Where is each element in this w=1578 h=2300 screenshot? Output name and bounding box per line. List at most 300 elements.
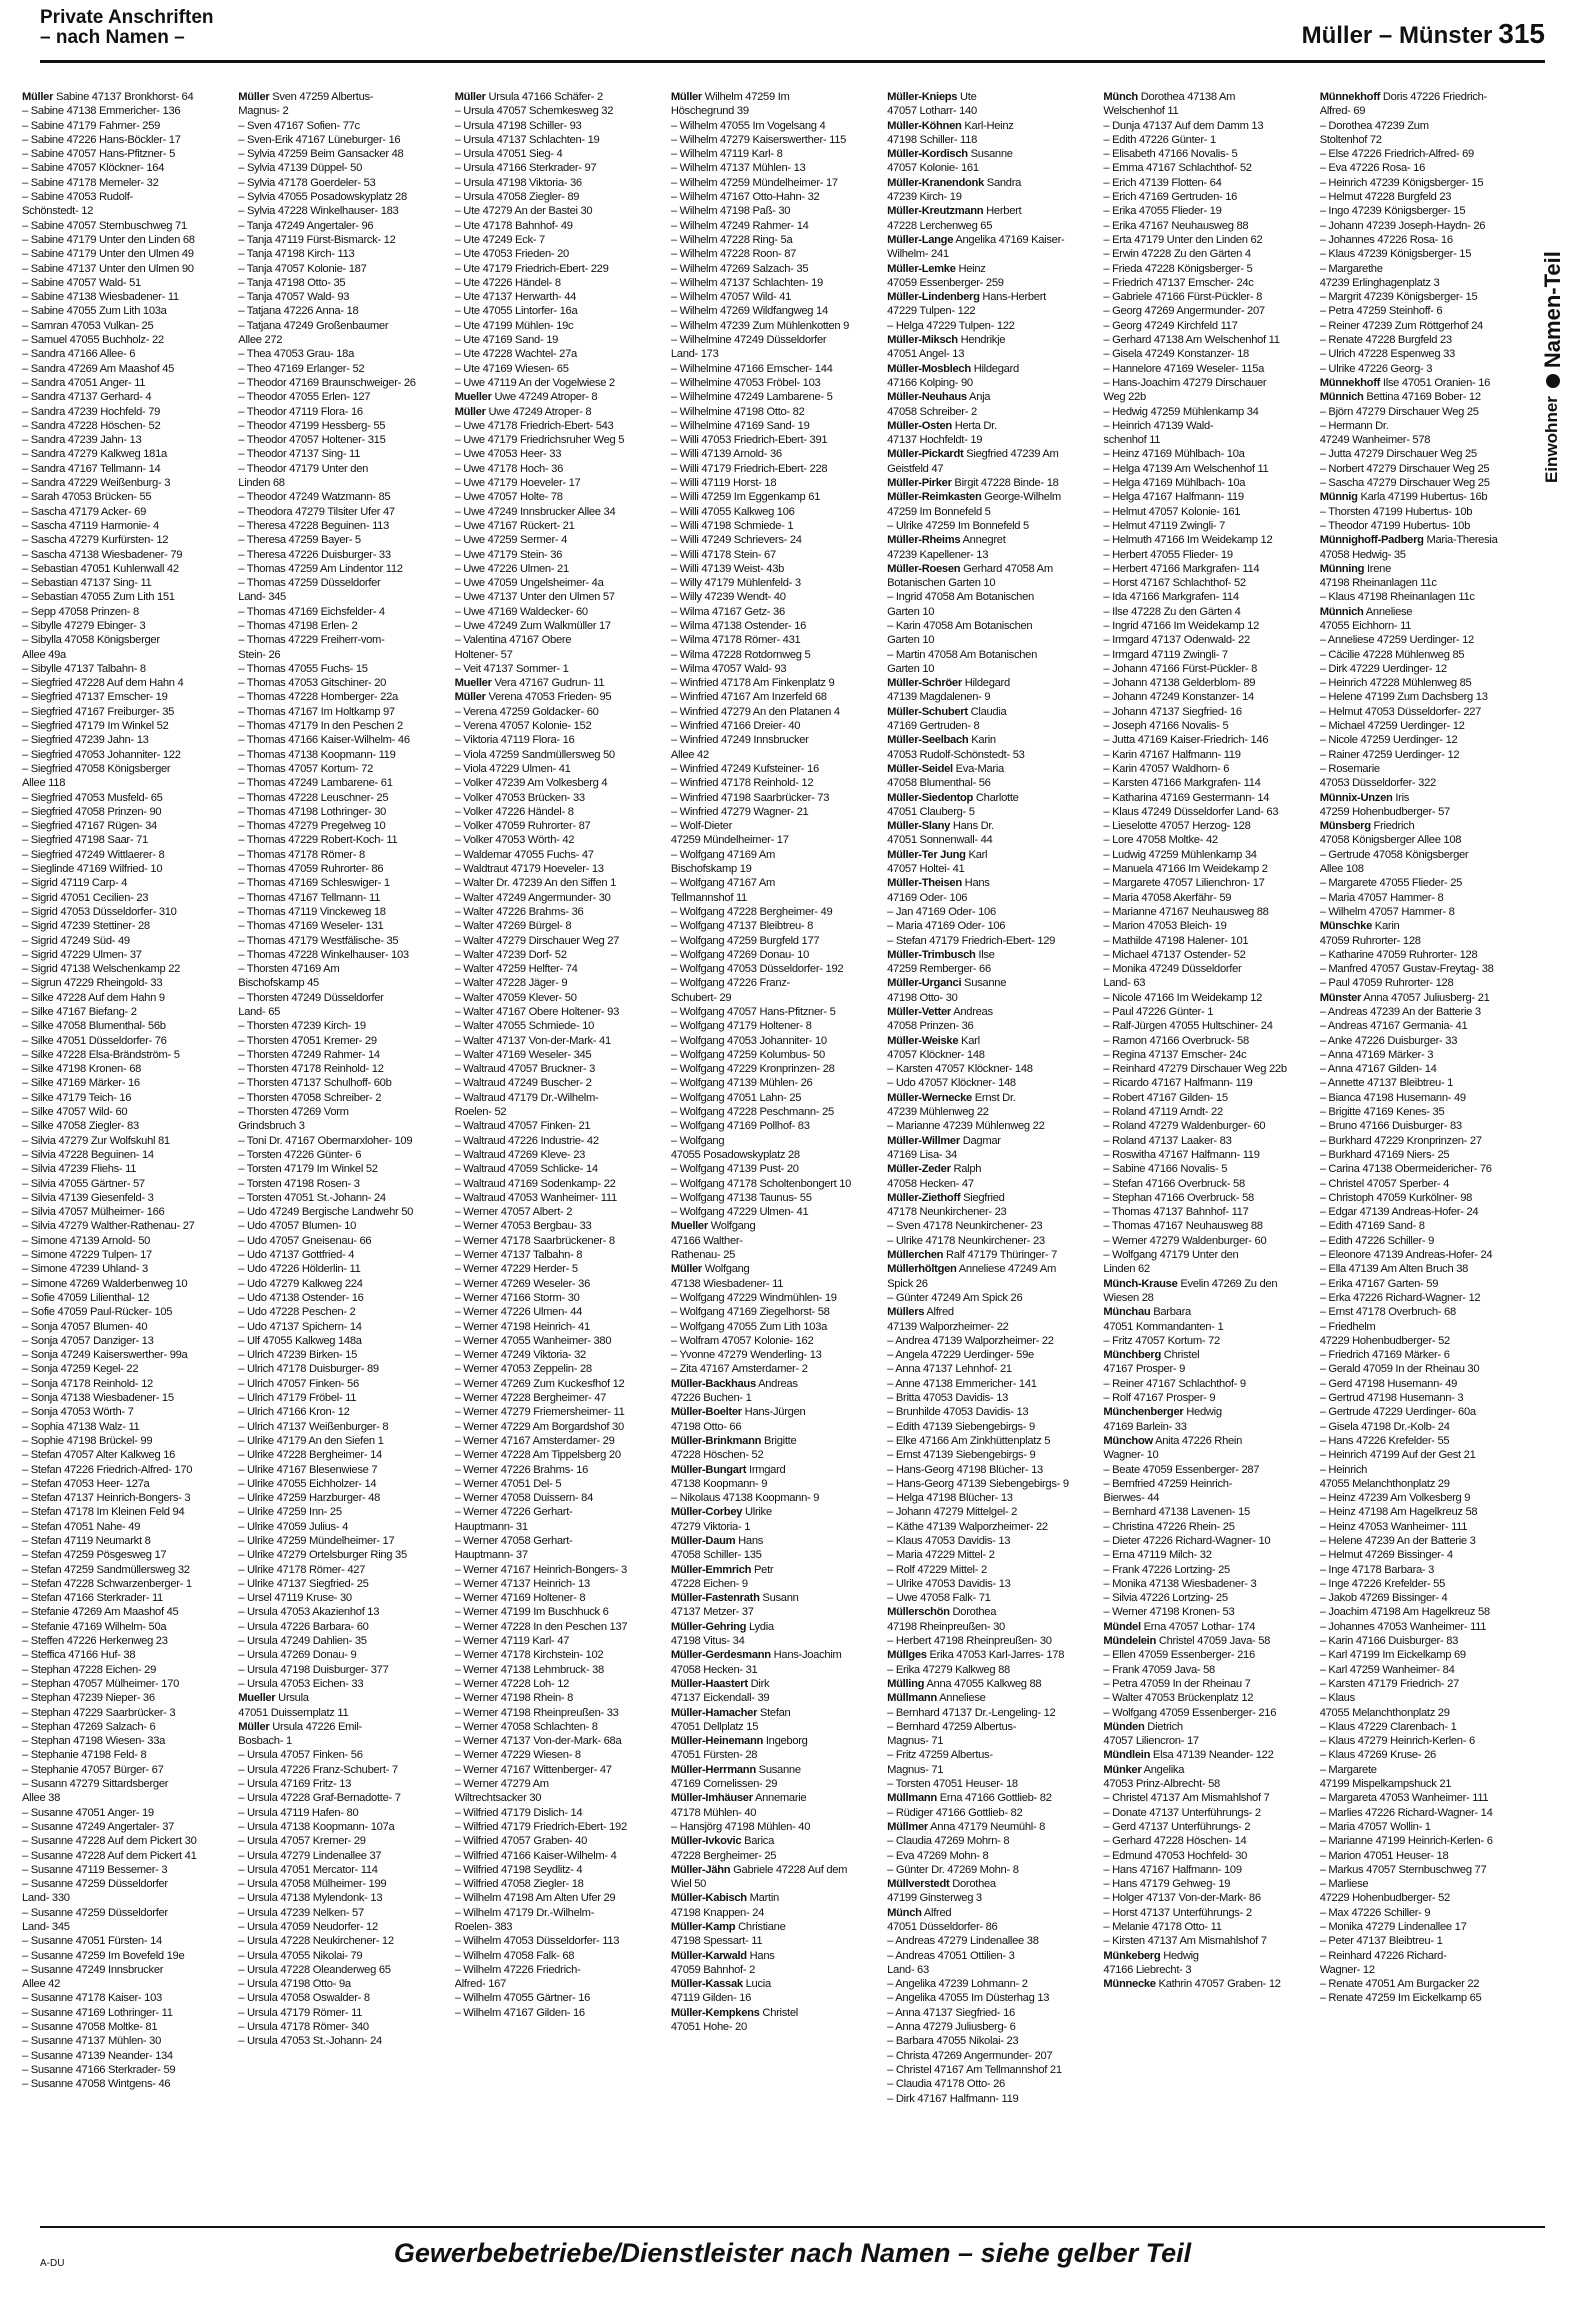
entry-text: – Ute 47055 Lintorfer- 16a	[454, 305, 578, 318]
directory-entry	[1103, 176, 1315, 190]
entry-text: – Andrea 47139 Walporzheimer- 22	[887, 1334, 1054, 1347]
entry-text: – Maria 47057 Wollin- 1	[1319, 1820, 1431, 1833]
directory-entry	[22, 548, 234, 562]
entry-text: – Walter 47059 Klever- 50	[454, 991, 577, 1004]
directory-entry	[887, 562, 1099, 576]
directory-column	[671, 90, 883, 2190]
directory-entry	[1103, 705, 1315, 719]
entry-text: 47279 Viktoria- 1	[670, 1520, 751, 1533]
directory-entry	[22, 1463, 234, 1477]
surname: Müller-Miksch	[887, 334, 958, 347]
entry-text: – Walter Dr. 47239 An den Siffen 1	[454, 877, 617, 890]
entry-text: – Ursula 47057 Schemkesweg 32	[454, 105, 614, 118]
directory-entry	[22, 1434, 234, 1448]
entry-text: – Susanne 47259 Düsseldorfer	[22, 1878, 168, 1891]
entry-text: – Silvia 47057 Mülheimer- 166	[22, 1206, 165, 1219]
directory-entry	[22, 1663, 234, 1677]
entry-text: – Stefan 47179 Friedrich-Ebert- 129	[887, 934, 1056, 947]
entry-text: – Tanja 47249 Angertaler- 96	[238, 219, 374, 232]
entry-text: – Erna 47119 Milch- 32	[1103, 1549, 1212, 1562]
entry-text: – Thorsten 47058 Schreiber- 2	[238, 1091, 382, 1104]
directory-entry	[238, 1162, 450, 1176]
directory-entry	[1320, 1334, 1532, 1348]
directory-entry	[22, 447, 234, 461]
directory-entry	[455, 447, 667, 461]
directory-entry	[1320, 648, 1532, 662]
entry-text: – Edith 47226 Günter- 1	[1103, 133, 1216, 146]
directory-entry	[22, 1219, 234, 1233]
directory-entry	[887, 1534, 1099, 1548]
directory-entry	[238, 1920, 450, 1934]
entry-text: – Marlies 47226 Richard-Wagner- 14	[1319, 1806, 1493, 1819]
directory-entry	[22, 1034, 234, 1048]
entry-text: – Angelika 47055 Im Düsterhag 13	[887, 1992, 1050, 2005]
directory-entry	[22, 176, 234, 190]
entry-text: Allee 49a	[22, 648, 66, 661]
entry-text: – Uwe 47178 Hoch- 36	[454, 462, 563, 475]
surname: Müller	[454, 91, 486, 103]
entry-text: – Torsten 47198 Rosen- 3	[238, 1177, 360, 1190]
entry-text: – Ursula 47226 Franz-Schubert- 7	[238, 1763, 398, 1776]
entry-text: Bettina 47169 Bober- 12	[1363, 391, 1481, 404]
entry-text: – Anke 47226 Duisburger- 33	[1319, 1034, 1458, 1047]
entry-text: – Udo 47057 Gneisenau- 66	[238, 1234, 372, 1247]
entry-text: – Gerald 47059 In der Rheinau 30	[1319, 1363, 1480, 1376]
entry-text: – Sandra 47228 Höschen- 52	[22, 419, 161, 432]
entry-text: – Uwe 47169 Waldecker- 60	[454, 605, 588, 618]
directory-entry	[1103, 1405, 1315, 1419]
entry-text: – Uwe 47179 Hoeveler- 17	[454, 477, 581, 490]
entry-text: – Sabine 47226 Hans-Böckler- 17	[22, 133, 181, 146]
entry-text: – Werner 47119 Karl- 47	[454, 1635, 570, 1648]
surname: Müller-Emmrich	[670, 1563, 752, 1576]
entry-text: – Sandra 47239 Jahn- 13	[22, 434, 142, 447]
entry-text: – Willi 47178 Stein- 67	[670, 548, 776, 561]
surname: Müller	[22, 91, 54, 103]
directory-entry	[1103, 1062, 1315, 1076]
entry-text: – Wilhelmine 47169 Sand- 19	[670, 419, 810, 432]
directory-entry	[887, 1806, 1099, 1820]
entry-text: Hans	[746, 1949, 775, 1962]
directory-entry	[1103, 690, 1315, 704]
directory-entry	[1103, 1748, 1315, 1762]
entry-text: Heinz	[955, 262, 986, 275]
directory-entry	[238, 1477, 450, 1491]
directory-entry	[22, 576, 234, 590]
entry-text: – Thorsten 47269 Vorm	[238, 1106, 349, 1119]
entry-text: 47198 Knappen- 24	[670, 1906, 765, 1919]
entry-text: – Uwe 47057 Holte- 78	[454, 491, 563, 504]
directory-entry	[238, 1991, 450, 2005]
entry-text: Ralf 47179 Thüringer- 7	[943, 1249, 1058, 1262]
entry-text: – Siegfried 47137 Emscher- 19	[22, 691, 168, 704]
directory-entry	[238, 1720, 450, 1734]
entry-text: 47055 Posadowskyplatz 28	[670, 1148, 800, 1161]
entry-text: – Ulrike 47178 Römer- 427	[238, 1563, 366, 1576]
directory-entry	[887, 1019, 1099, 1033]
directory-entry	[22, 304, 234, 318]
directory-entry	[671, 1605, 883, 1619]
directory-entry	[455, 276, 667, 290]
directory-entry	[887, 1248, 1099, 1262]
entry-text: – Beate 47059 Essenberger- 287	[1103, 1463, 1260, 1476]
entry-text: – Gerhard 47138 Am Welschenhof 11	[1103, 334, 1280, 347]
surname: Müller-Backhaus	[670, 1377, 756, 1390]
directory-entry	[887, 1463, 1099, 1477]
directory-entry	[887, 1977, 1099, 1991]
directory-entry	[1103, 648, 1315, 662]
entry-text: – Silke 47179 Teich- 16	[22, 1091, 132, 1104]
directory-entry	[238, 1320, 450, 1334]
directory-entry	[22, 247, 234, 261]
entry-text: – Günter Dr. 47269 Mohn- 8	[887, 1863, 1019, 1876]
directory-entry	[671, 934, 883, 948]
entry-text: – Sven 47167 Sofien- 77c	[238, 119, 360, 132]
entry-text: – Willi 47198 Schmiede- 1	[670, 519, 794, 532]
directory-entry	[238, 462, 450, 476]
directory-entry	[1320, 1477, 1532, 1491]
directory-entry	[455, 1262, 667, 1276]
directory-entry	[455, 1091, 667, 1105]
entry-text: – Wilhelm 47269 Salzach- 35	[670, 262, 809, 275]
entry-text: – Silke 47228 Auf dem Hahn 9	[22, 991, 165, 1004]
directory-entry	[671, 976, 883, 990]
directory-entry	[455, 1834, 667, 1848]
entry-text: – Thomas 47229 Robert-Koch- 11	[238, 834, 398, 847]
directory-entry	[671, 1849, 883, 1863]
entry-text: Herta Dr.	[951, 419, 997, 432]
entry-text: – Karin 47057 Waldhorn- 6	[1103, 762, 1230, 775]
entry-text: – Gisela 47198 Dr.-Kolb- 24	[1319, 1420, 1450, 1433]
entry-text: – Helmut 47228 Burgfeld 23	[1319, 191, 1452, 204]
entry-text: – Anna 47167 Gilden- 14	[1319, 1063, 1437, 1076]
entry-text: Susann	[759, 1592, 799, 1605]
entry-text: – Walter 47167 Obere Holtener- 93	[454, 1006, 619, 1018]
directory-entry	[455, 891, 667, 905]
entry-text: – Wolfgang 47137 Bleibtreu- 8	[670, 920, 814, 933]
entry-text: – Gisela 47249 Konstanzer- 18	[1103, 348, 1249, 361]
directory-entry	[455, 1076, 667, 1090]
directory-entry	[22, 791, 234, 805]
entry-text: – Thomas 47198 Erlen- 2	[238, 619, 358, 632]
entry-text: Hans-Joachim	[770, 1649, 842, 1662]
directory-entry	[671, 190, 883, 204]
entry-text: – Thorsten 47249 Rahmer- 14	[238, 1048, 380, 1061]
entry-text: – Sylvia 47259 Beim Gansacker 48	[238, 148, 404, 161]
entry-text: – Erika 47279 Kalkweg 88	[887, 1663, 1010, 1676]
entry-text: – Ursula 47058 Ziegler- 89	[454, 191, 580, 204]
directory-entry	[22, 1734, 234, 1748]
directory-entry	[1103, 1934, 1315, 1948]
entry-text: – Sandra 47051 Anger- 11	[22, 376, 146, 389]
directory-entry	[238, 1062, 450, 1076]
entry-text: – Stefan 47228 Schwarzenberger- 1	[22, 1577, 192, 1590]
entry-text: – Wolfgang 47055 Zum Lith 103a	[670, 1320, 828, 1333]
entry-text: 47228 Höschen- 52	[670, 1449, 764, 1462]
surname: Müller-Urganci	[887, 977, 962, 990]
entry-text: – Gerd 47198 Husemann- 49	[1319, 1377, 1458, 1390]
entry-text: – Ursula 47228 Graf-Bernadotte- 7	[238, 1792, 401, 1805]
entry-text: – Sigrid 47229 Ulmen- 37	[22, 948, 142, 961]
directory-entry	[455, 1234, 667, 1248]
directory-entry	[1103, 762, 1315, 776]
entry-text: – Anneliese 47259 Uerdinger- 12	[1319, 634, 1474, 647]
directory-entry	[887, 1420, 1099, 1434]
directory-entry	[887, 1320, 1099, 1334]
entry-text: – Sibylla 47058 Königsberger	[22, 634, 160, 647]
entry-text: – Werner 47229 Wiesen- 8	[454, 1749, 581, 1762]
directory-entry	[22, 1605, 234, 1619]
directory-entry	[1320, 1434, 1532, 1448]
surname: Müller-Weiske	[887, 1034, 959, 1047]
directory-entry	[1103, 104, 1315, 118]
surname: Müller-Trimbusch	[887, 948, 976, 961]
entry-text: – Siegfried 47239 Jahn- 13	[22, 734, 149, 747]
directory-entry	[1320, 1720, 1532, 1734]
entry-text: – Sigrid 47119 Carp- 4	[22, 877, 128, 890]
entry-text: – Simone 47229 Tulpen- 17	[22, 1249, 152, 1262]
directory-entry	[1103, 1162, 1315, 1176]
directory-entry	[22, 876, 234, 890]
entry-text: – Susanne 47051 Anger- 19	[22, 1806, 154, 1819]
entry-text: – Stefan 47137 Heinrich-Bongers- 3	[22, 1492, 191, 1505]
directory-entry	[1103, 1605, 1315, 1619]
directory-entry	[22, 333, 234, 347]
directory-entry	[671, 948, 883, 962]
entry-text: – Ute 47199 Mühlen- 19c	[454, 319, 574, 332]
directory-entry	[455, 1291, 667, 1305]
entry-text: – Sofie 47059 Lilienthal- 12	[22, 1291, 150, 1304]
entry-text: – Wolfgang 47138 Taunus- 55	[670, 1191, 812, 1204]
entry-text: – Yvonne 47279 Wenderling- 13	[670, 1349, 822, 1362]
directory-entry	[22, 319, 234, 333]
entry-text: Geistfeld 47	[887, 462, 944, 475]
entry-text: – Silke 47057 Wild- 60	[22, 1106, 128, 1119]
directory-entry	[887, 362, 1099, 376]
entry-text: Elsa 47139 Neander- 122	[1150, 1749, 1274, 1762]
entry-text: Karl	[965, 848, 988, 861]
directory-entry	[238, 1076, 450, 1090]
entry-text: – Hermann Dr.	[1319, 419, 1389, 432]
directory-entry	[1320, 1305, 1532, 1319]
directory-entry	[1103, 562, 1315, 576]
directory-entry	[1103, 548, 1315, 562]
entry-text: – Klaus 47198 Rheinanlagen 11c	[1319, 591, 1475, 604]
entry-text: – Wilhelm 47058 Falk- 68	[454, 1949, 575, 1962]
entry-text: – Dorothea 47239 Zum	[1319, 119, 1429, 132]
entry-text: – Werner 47138 Lehmbruck- 38	[454, 1663, 604, 1676]
entry-text: – Walter 47269 Bürgel- 8	[454, 920, 572, 933]
directory-entry	[455, 161, 667, 175]
directory-entry	[238, 1648, 450, 1662]
directory-entry	[238, 1763, 450, 1777]
directory-entry	[22, 1505, 234, 1519]
entry-text: – Sebastian 47051 Kuhlenwall 42	[22, 562, 179, 575]
surname: Müllges	[887, 1649, 927, 1662]
entry-text: – Sigrid 47239 Stettiner- 28	[22, 920, 150, 933]
directory-entry	[22, 1448, 234, 1462]
entry-text: Wiel 50	[670, 1878, 707, 1891]
directory-entry	[671, 1949, 883, 1963]
directory-entry	[238, 948, 450, 962]
directory-entry	[22, 605, 234, 619]
entry-text: – Günter 47249 Am Spick 26	[887, 1291, 1023, 1304]
entry-text: – Uwe 47259 Sermer- 4	[454, 534, 568, 547]
directory-entry	[1103, 576, 1315, 590]
entry-text: – Werner 47053 Zeppelin- 28	[454, 1363, 592, 1376]
directory-entry	[455, 1849, 667, 1863]
directory-entry	[22, 1706, 234, 1720]
entry-text: – Wilhelmine 47053 Fröbel- 103	[670, 376, 821, 389]
directory-entry	[455, 1505, 667, 1519]
surname: Müller-Heinemann	[670, 1735, 764, 1748]
entry-text: Wilhelm- 241	[887, 248, 949, 261]
entry-text: – Uwe 47249 Innsbrucker Allee 34	[454, 505, 616, 518]
entry-text: – Toni Dr. 47167 Obermarxloher- 109	[238, 1134, 413, 1147]
directory-entry	[1103, 748, 1315, 762]
directory-entry	[671, 219, 883, 233]
entry-text: Christel	[1161, 1349, 1200, 1362]
entry-text: – Werner 47269 Zum Kuckesfhof 12	[454, 1377, 625, 1390]
entry-text: – Siegfried 47167 Rügen- 34	[22, 820, 157, 833]
directory-entry	[22, 1620, 234, 1634]
entry-text: – Waltraud 47249 Buscher- 2	[454, 1077, 592, 1090]
entry-text: – Siegfried 47167 Freiburger- 35	[22, 705, 175, 718]
directory-entry	[1103, 819, 1315, 833]
entry-text: – Thorsten 47137 Schulhoff- 60b	[238, 1077, 392, 1090]
entry-text: – Sigrun 47229 Rheingold- 33	[22, 977, 163, 990]
directory-entry	[1320, 1091, 1532, 1105]
directory-entry	[1103, 1219, 1315, 1233]
entry-text: – Helmut 47057 Kolonie- 161	[1103, 505, 1241, 518]
directory-entry	[671, 419, 883, 433]
surname: Müller-Schröer	[887, 677, 962, 690]
surname: Müller-Osten	[887, 419, 952, 432]
entry-text: – Willi 47139 Weist- 43b	[670, 562, 785, 575]
entry-text: 47229 Tulpen- 122	[887, 305, 976, 318]
directory-entry	[238, 1391, 450, 1405]
surname: Müller-Gerdesmann	[670, 1649, 771, 1662]
directory-entry	[1320, 262, 1532, 276]
entry-text: – Theodora 47279 Tilsiter Ufer 47	[238, 505, 395, 518]
entry-text: 47139 Walporzheimer- 22	[887, 1320, 1009, 1333]
entry-text: – Helene 47199 Zum Dachsberg 13	[1319, 691, 1488, 704]
directory-entry	[887, 1391, 1099, 1405]
entry-text: Hans-Herbert	[979, 291, 1046, 304]
entry-text: Land- 345	[22, 1921, 70, 1933]
entry-text: – Irmgard 47137 Odenwald- 22	[1103, 634, 1250, 647]
directory-entry	[671, 1963, 883, 1977]
directory-entry	[671, 1320, 883, 1334]
entry-text: – Thomas 47228 Homberger- 22a	[238, 691, 398, 704]
directory-entry	[1103, 1548, 1315, 1562]
entry-text: – Winfried 47249 Kufsteiner- 16	[670, 762, 819, 775]
directory-column	[887, 90, 1099, 2190]
entry-text: – Stephan 47228 Eichen- 29	[22, 1663, 157, 1676]
directory-entry	[671, 2006, 883, 2020]
surname: Müller-Kabisch	[670, 1892, 747, 1905]
entry-text: – Ulrich 47228 Espenweg 33	[1319, 348, 1455, 361]
directory-entry	[1320, 991, 1532, 1005]
directory-entry	[887, 876, 1099, 890]
entry-text: – Roland 47137 Laaker- 83	[1103, 1134, 1232, 1147]
entry-text: 47053 Düsseldorfer- 322	[1319, 777, 1436, 790]
entry-text: 47058 Hecken- 31	[670, 1663, 758, 1676]
directory-entry	[455, 1920, 667, 1934]
directory-entry	[22, 219, 234, 233]
entry-text: – Cäcilie 47228 Mühlenweg 85	[1319, 648, 1465, 661]
directory-entry	[1103, 876, 1315, 890]
entry-text: – Udo 47228 Peschen- 2	[238, 1306, 356, 1319]
entry-text: – Sylvia 47228 Winkelhauser- 183	[238, 205, 399, 218]
entry-text: – Margarethe	[1319, 262, 1383, 275]
directory-entry	[455, 1605, 667, 1619]
entry-text: Ingeborg	[763, 1735, 808, 1748]
directory-entry	[887, 1277, 1099, 1291]
entry-text: – Thea 47053 Grau- 18a	[238, 348, 355, 361]
entry-text: – Theodor 47137 Sing- 11	[238, 448, 361, 461]
entry-text: – Wilhelm 47137 Schlachten- 19	[670, 276, 823, 289]
directory-entry	[887, 1091, 1099, 1105]
entry-text: 47259 Mündelheimer- 17	[670, 834, 789, 847]
directory-entry	[455, 376, 667, 390]
directory-entry	[887, 1219, 1099, 1233]
surname: Mueller	[670, 1220, 708, 1233]
directory-entry	[238, 1934, 450, 1948]
directory-entry	[22, 619, 234, 633]
directory-entry	[22, 733, 234, 747]
entry-text: 47138 Wiesbadener- 11	[670, 1277, 784, 1290]
directory-entry	[671, 161, 883, 175]
directory-entry	[1103, 1820, 1315, 1834]
directory-entry	[22, 1849, 234, 1863]
entry-text: – Eva 47226 Rosa- 16	[1319, 162, 1426, 175]
directory-entry	[22, 2020, 234, 2034]
entry-text: – Margrit 47239 Königsberger- 15	[1319, 291, 1478, 304]
entry-text: – Stefan 47053 Heer- 127a	[22, 1477, 150, 1490]
entry-text: – Wilfried 47166 Kaiser-Wilhelm- 4	[454, 1849, 617, 1862]
directory-entry	[455, 1877, 667, 1891]
directory-entry	[1320, 462, 1532, 476]
directory-entry	[1103, 833, 1315, 847]
entry-text: – Theresa 47226 Duisburger- 33	[238, 548, 391, 561]
entry-text: – Ursula 47226 Barbara- 60	[238, 1620, 369, 1633]
directory-entry	[238, 633, 450, 647]
directory-entry	[238, 204, 450, 218]
entry-text: Sven 47259 Albertus-	[269, 91, 374, 103]
entry-text: – Sandra 47137 Gerhard- 4	[22, 391, 152, 404]
directory-entry	[671, 333, 883, 347]
entry-text: – Monika 47249 Düsseldorfer	[1103, 963, 1242, 976]
entry-text: – Wilhelm 47167 Gilden- 16	[454, 2006, 585, 2019]
directory-entry	[1320, 1048, 1532, 1062]
directory-entry	[887, 991, 1099, 1005]
directory-entry	[238, 219, 450, 233]
entry-text: – Werner 47166 Storm- 30	[454, 1291, 580, 1304]
directory-entry	[1320, 1648, 1532, 1662]
directory-entry	[22, 590, 234, 604]
entry-text: – Wolfgang 47053 Düsseldorfer- 192	[670, 963, 844, 976]
surname: Müller-Seelbach	[887, 734, 969, 747]
entry-text: 47055 Melanchthonplatz 29	[1319, 1706, 1450, 1719]
entry-text: – Sabine 47057 Wald- 51	[22, 276, 141, 289]
directory-entry	[22, 1205, 234, 1219]
directory-entry	[238, 1791, 450, 1805]
entry-text: – Eleonore 47139 Andreas-Hofer- 24	[1319, 1249, 1493, 1262]
directory-entry	[887, 161, 1099, 175]
entry-text: – Ursula 47166 Sterkrader- 97	[454, 162, 597, 175]
entry-text: – Udo 47057 Blumen- 10	[238, 1220, 357, 1233]
